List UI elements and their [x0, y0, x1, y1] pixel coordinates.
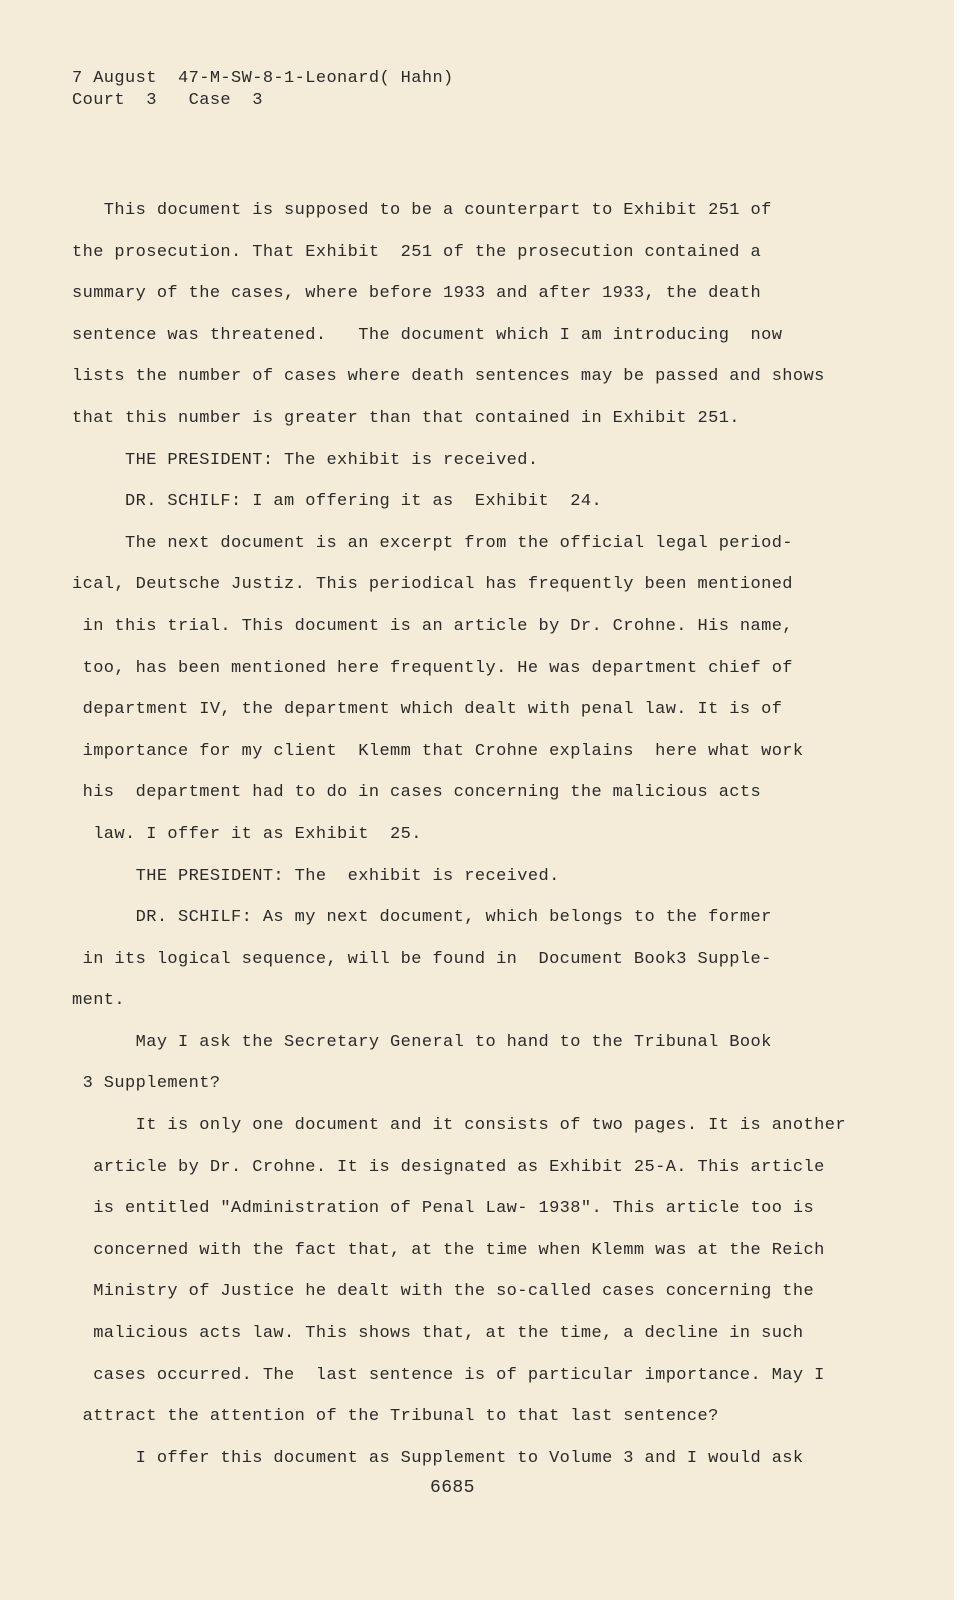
text-line: is entitled "Administration of Penal Law- 1938". This article too is: [72, 1199, 815, 1219]
text-line: in this trial. This document is an article by Dr. Crohne. His name,: [72, 616, 793, 636]
text-line: too, has been mentioned here frequently. He was department chief of: [72, 658, 793, 678]
page-number: 6685: [430, 1478, 475, 1498]
text-line: 3 Supplement?: [72, 1074, 221, 1094]
text-line: law. I offer it as Exhibit 25.: [72, 824, 422, 844]
text-line: May I ask the Secretary General to hand to the Tribunal Book: [72, 1032, 772, 1052]
text-line: THE PRESIDENT: The exhibit is received.: [72, 450, 539, 470]
text-line: importance for my client Klemm that Crohne explains here what work: [72, 741, 804, 761]
text-line: his department had to do in cases concerning the malicious acts: [72, 783, 762, 803]
transcript-body: [72, 190, 846, 1479]
text-line: DR. SCHILF: I am offering it as Exhibit 24.: [72, 492, 603, 512]
text-line: cases occurred. The last sentence is of particular importance. May I: [72, 1365, 825, 1385]
text-line: ment.: [72, 991, 126, 1011]
text-line: lists the number of cases where death sentences may be passed and shows: [72, 367, 825, 387]
text-line: in its logical sequence, will be found in Document Book3 Supple-: [72, 949, 772, 969]
text-line: It is only one document and it consists of two pages. It is another: [72, 1116, 846, 1136]
header-court-case: Court 3 Case 3: [72, 91, 263, 110]
header-date-reference: 7 August 47-M-SW-8-1-Leonard( Hahn): [72, 69, 454, 88]
text-line: THE PRESIDENT: The exhibit is received.: [72, 866, 560, 886]
text-line: The next document is an excerpt from the official legal period-: [72, 533, 793, 553]
text-line: sentence was threatened. The document which I am introducing now: [72, 325, 783, 345]
text-line: department IV, the department which dealt with penal law. It is of: [72, 700, 783, 720]
text-line: the prosecution. That Exhibit 251 of the prosecution contained a: [72, 242, 762, 262]
text-line: concerned with the fact that, at the time when Klemm was at the Reich: [72, 1240, 825, 1260]
text-line: I offer this document as Supplement to Volume 3 and I would ask: [72, 1448, 804, 1468]
document-header: [72, 68, 454, 112]
text-line: that this number is greater than that contained in Exhibit 251.: [72, 408, 740, 428]
text-line: ical, Deutsche Justiz. This periodical has frequently been mentioned: [72, 575, 793, 595]
text-line: malicious acts law. This shows that, at the time, a decline in such: [72, 1324, 804, 1344]
text-line: attract the attention of the Tribunal to that last sentence?: [72, 1407, 719, 1427]
text-line: DR. SCHILF: As my next document, which belongs to the former: [72, 908, 772, 928]
text-line: article by Dr. Crohne. It is designated as Exhibit 25-A. This article: [72, 1157, 825, 1177]
text-line: This document is supposed to be a counterpart to Exhibit 251 of: [72, 201, 772, 220]
text-line: summary of the cases, where before 1933 and after 1933, the death: [72, 284, 762, 304]
text-line: Ministry of Justice he dealt with the so-called cases concerning the: [72, 1282, 815, 1302]
